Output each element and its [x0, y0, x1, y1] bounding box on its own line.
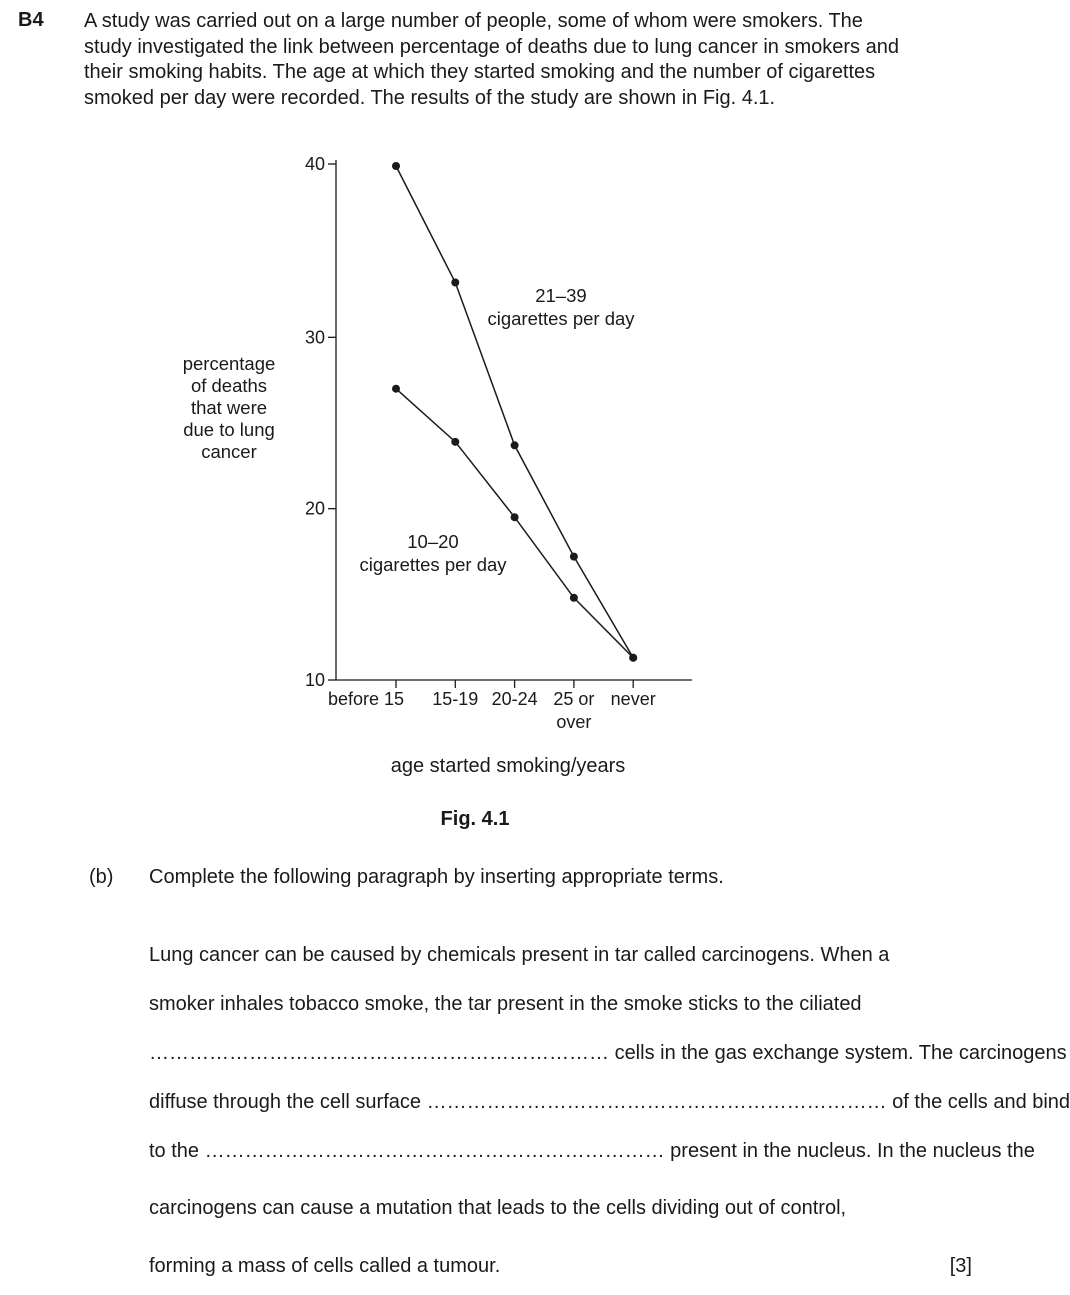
paragraph-line: [149, 1042, 1067, 1065]
paragraph-line: smoker inhales tobacco smoke, the tar present in the smoke sticks to the ciliated: [149, 993, 862, 1015]
paragraph-line: carcinogens can cause a mutation that leads to the cells dividing out of control,: [149, 1197, 847, 1219]
paragraph-text: cells in the gas exchange system. The carcinogens: [614, 1042, 1067, 1064]
y-axis-title-line: of deaths: [190, 375, 268, 396]
series-line: [396, 166, 633, 658]
series-label: 10–20: [407, 531, 459, 552]
y-axis-title-line: cancer: [201, 441, 257, 462]
x-tick-label: before 15: [327, 689, 405, 709]
paragraph-text: to the: [149, 1140, 200, 1162]
paragraph-line: [149, 1140, 1035, 1163]
data-point: [629, 654, 637, 662]
paragraph-text: of the cells and bind: [892, 1091, 1070, 1113]
series-labels: [359, 285, 635, 575]
paragraph-text: diffuse through the cell surface: [149, 1091, 422, 1113]
y-axis-label: [183, 353, 276, 462]
y-axis-title-line: percentage: [182, 353, 276, 374]
intro-line: smoked per day were recorded. The results of the study are shown in Fig. 4.1.: [84, 86, 776, 109]
y-tick-label: 40: [304, 154, 325, 174]
x-tick-label: 20-24: [491, 689, 538, 709]
part-instruction: Complete the following paragraph by inserting appropriate terms.: [149, 866, 724, 888]
paragraph-text: present in the nucleus. In the nucleus the: [670, 1140, 1035, 1162]
question-number: B4: [18, 9, 44, 31]
y-tick-label: 20: [304, 498, 325, 519]
figure-caption: Fig. 4.1: [440, 808, 510, 830]
answer-blank[interactable]: ……………………………………………………………: [204, 1140, 665, 1162]
y-tick-label: 30: [304, 327, 325, 348]
intro-line: their smoking habits. The age at which they started smoking and the number of cigarettes: [84, 61, 876, 83]
marks-available: [3]: [949, 1255, 972, 1277]
series-lines: [392, 162, 637, 662]
data-point: [570, 553, 578, 561]
series-label: 21–39: [535, 285, 587, 306]
data-point: [511, 441, 519, 449]
x-tick-label: 25 or: [553, 689, 595, 709]
answer-blank[interactable]: ……………………………………………………………: [149, 1042, 609, 1064]
chart-axes: [305, 154, 692, 732]
data-point: [570, 594, 578, 602]
data-point: [392, 385, 400, 393]
series-label: cigarettes per day: [359, 554, 507, 575]
intro-line: A study was carried out on a large number of people, some of whom were smokers. The: [84, 10, 863, 32]
y-axis-title-line: due to lung: [183, 419, 275, 440]
series-label: cigarettes per day: [487, 308, 635, 329]
paragraph-line: [149, 1091, 1070, 1114]
x-tick-label: over: [556, 712, 592, 732]
paragraph-line: Lung cancer can be caused by chemicals present in tar called carcinogens. When a: [149, 944, 890, 966]
data-point: [511, 513, 519, 521]
data-point: [451, 279, 459, 287]
series-line: [396, 389, 633, 658]
data-point: [392, 162, 400, 170]
answer-blank[interactable]: ……………………………………………………………: [426, 1091, 887, 1113]
y-tick-label: 10: [304, 670, 325, 690]
x-tick-label: never: [610, 689, 656, 709]
y-axis-title-line: that were: [190, 397, 268, 418]
x-tick-label: 15-19: [432, 689, 479, 709]
paragraph-line: forming a mass of cells called a tumour.: [149, 1255, 501, 1277]
intro-line: study investigated the link between percentage of deaths due to lung cancer in smokers and: [84, 35, 899, 58]
part-label: (b): [89, 866, 114, 888]
data-point: [451, 438, 459, 446]
x-axis-title: age started smoking/years: [390, 755, 626, 777]
